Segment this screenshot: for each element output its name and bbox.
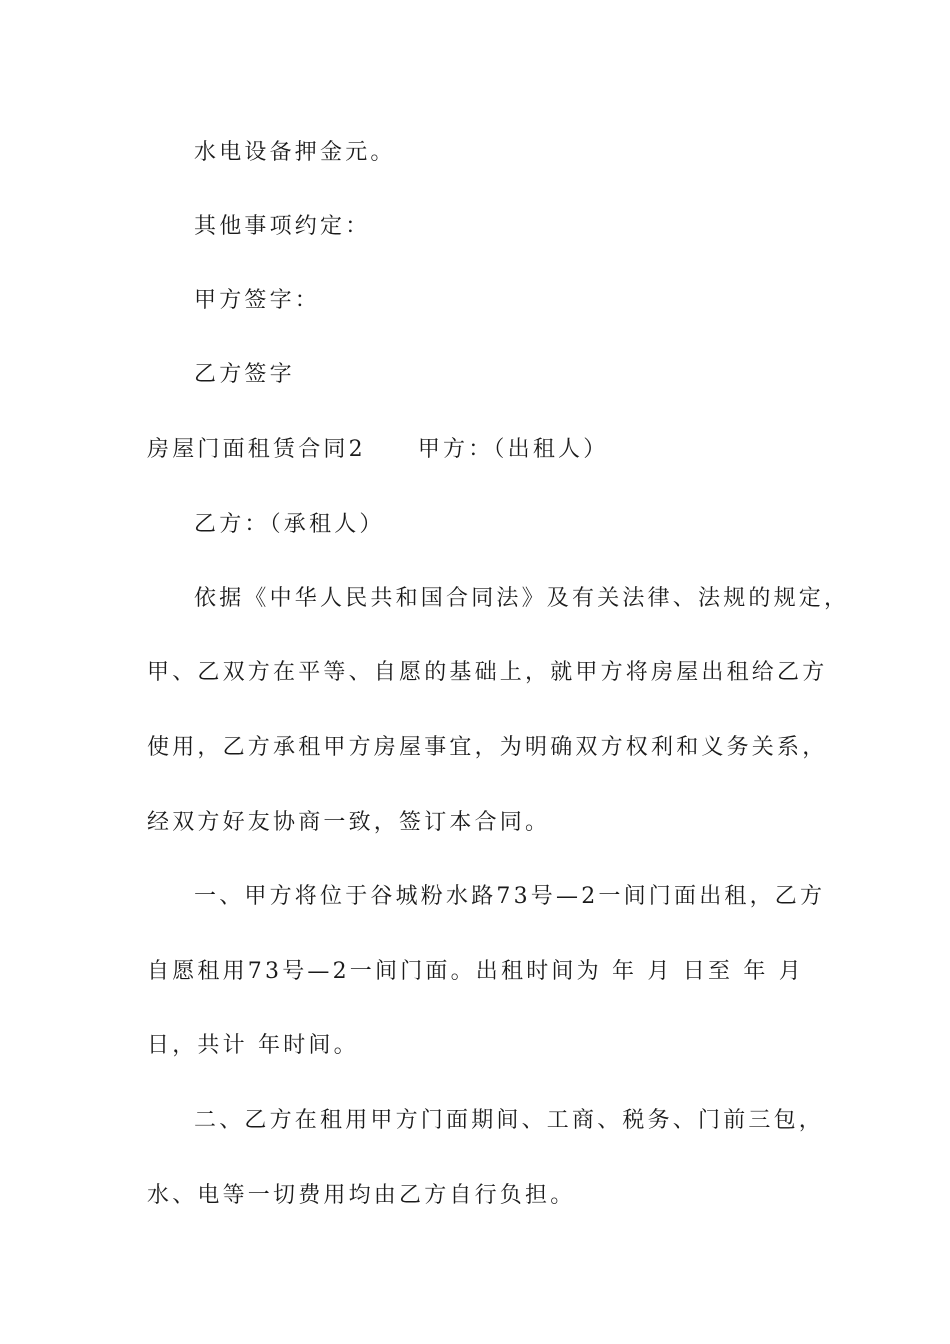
paragraph-line: 日，共计 年时间。 (147, 1033, 359, 1058)
paragraph-line: 二、乙方在租用甲方门面期间、工商、税务、门前三包， (194, 1108, 825, 1133)
paragraph-line: 水电设备押金元。 (194, 140, 396, 165)
paragraph-line: 水、电等一切费用均由乙方自行负担。 (147, 1183, 576, 1208)
paragraph-line: 经双方好友协商一致，签订本合同。 (147, 810, 551, 835)
contract-title: 房屋门面租赁合同2 (147, 437, 366, 462)
paragraph-line: 其他事项约定： (194, 214, 371, 239)
paragraph-line: 使用，乙方承租甲方房屋事宜，为明确双方权利和义务关系， (147, 735, 828, 760)
paragraph-line: 乙方签字 (194, 362, 295, 387)
paragraph-line: 甲、乙双方在平等、自愿的基础上，就甲方将房屋出租给乙方 (147, 660, 828, 685)
paragraph-line: 甲方签字： (194, 288, 321, 313)
paragraph-line: 自愿租用73号—2一间门面。出租时间为 年 月 日至 年 月 (147, 959, 804, 984)
party-a-label: 甲方：（出租人） (417, 437, 609, 462)
party-b-label: 乙方：（承租人） (194, 512, 385, 537)
paragraph-line: 依据《中华人民共和国合同法》及有关法律、法规的规定， (194, 586, 850, 611)
contract-heading-line (147, 435, 837, 465)
paragraph-line: 一、甲方将位于谷城粉水路73号—2一间门面出租，乙方 (194, 884, 826, 909)
